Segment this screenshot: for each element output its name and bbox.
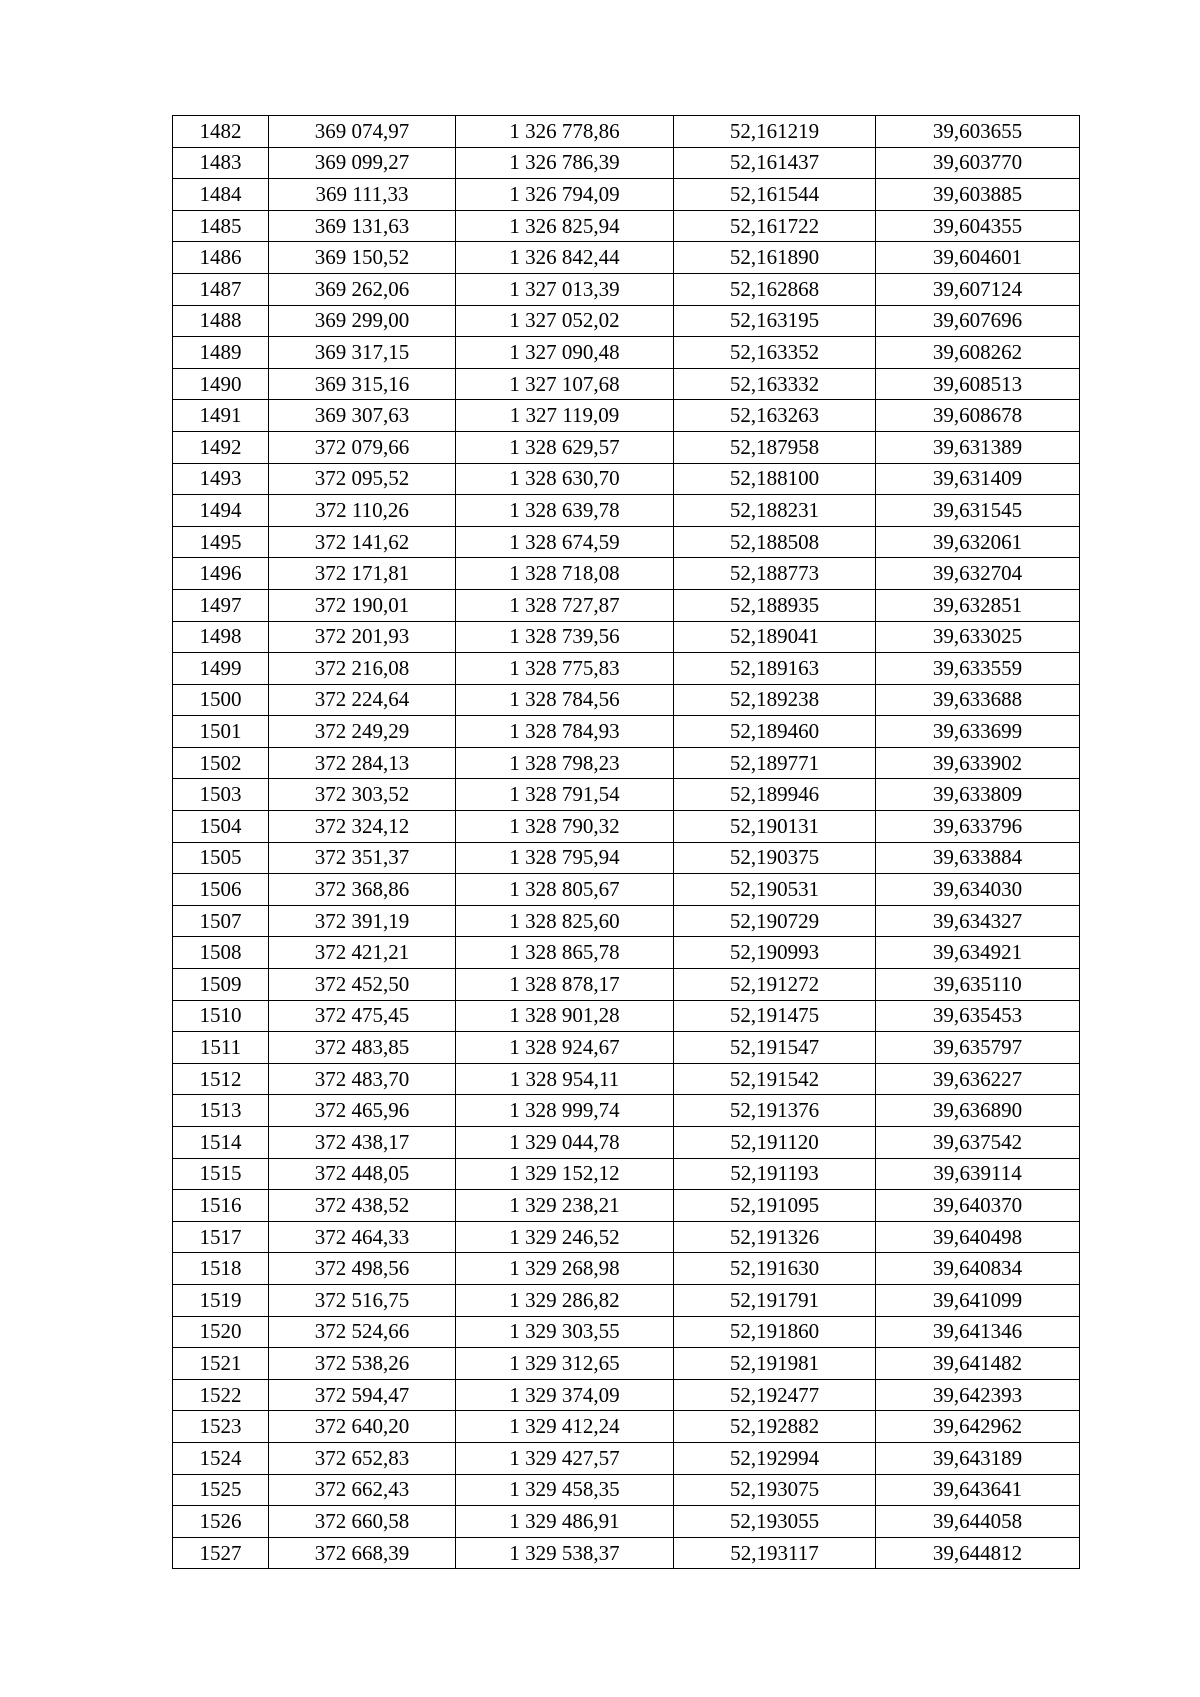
latitude-cell: 52,191193: [674, 1158, 876, 1190]
latitude-cell: 52,188231: [674, 495, 876, 527]
x-coordinate-cell: 372 190,01: [269, 589, 456, 621]
latitude-cell: 52,161437: [674, 147, 876, 179]
x-coordinate-cell: 372 483,85: [269, 1032, 456, 1064]
x-coordinate-cell: 372 475,45: [269, 1000, 456, 1032]
latitude-cell: 52,190375: [674, 842, 876, 874]
point-number-cell: 1501: [173, 716, 269, 748]
latitude-cell: 52,189946: [674, 779, 876, 811]
longitude-cell: 39,643189: [876, 1442, 1080, 1474]
x-coordinate-cell: 372 640,20: [269, 1411, 456, 1443]
table-row: [173, 179, 1080, 211]
point-number-cell: 1496: [173, 558, 269, 590]
table-row: [173, 242, 1080, 274]
latitude-cell: 52,163195: [674, 305, 876, 337]
point-number-cell: 1525: [173, 1474, 269, 1506]
x-coordinate-cell: 372 662,43: [269, 1474, 456, 1506]
y-coordinate-cell: 1 329 152,12: [456, 1158, 674, 1190]
table-row: [173, 337, 1080, 369]
x-coordinate-cell: 369 317,15: [269, 337, 456, 369]
point-number-cell: 1514: [173, 1127, 269, 1159]
latitude-cell: 52,189238: [674, 684, 876, 716]
latitude-cell: 52,187958: [674, 431, 876, 463]
point-number-cell: 1497: [173, 589, 269, 621]
point-number-cell: 1526: [173, 1506, 269, 1538]
longitude-cell: 39,633809: [876, 779, 1080, 811]
table-row: [173, 1221, 1080, 1253]
table-row: [173, 1000, 1080, 1032]
longitude-cell: 39,607124: [876, 273, 1080, 305]
point-number-cell: 1517: [173, 1221, 269, 1253]
y-coordinate-cell: 1 329 312,65: [456, 1348, 674, 1380]
y-coordinate-cell: 1 329 268,98: [456, 1253, 674, 1285]
longitude-cell: 39,604601: [876, 242, 1080, 274]
table-row: [173, 1253, 1080, 1285]
latitude-cell: 52,189460: [674, 716, 876, 748]
latitude-cell: 52,163352: [674, 337, 876, 369]
longitude-cell: 39,641482: [876, 1348, 1080, 1380]
longitude-cell: 39,608513: [876, 368, 1080, 400]
table-row: [173, 1158, 1080, 1190]
longitude-cell: 39,604355: [876, 210, 1080, 242]
y-coordinate-cell: 1 329 538,37: [456, 1537, 674, 1569]
table-row: [173, 400, 1080, 432]
latitude-cell: 52,189771: [674, 747, 876, 779]
x-coordinate-cell: 369 307,63: [269, 400, 456, 432]
y-coordinate-cell: 1 328 954,11: [456, 1063, 674, 1095]
table-row: [173, 1127, 1080, 1159]
coordinates-table: [172, 115, 1080, 1569]
y-coordinate-cell: 1 329 286,82: [456, 1284, 674, 1316]
x-coordinate-cell: 372 303,52: [269, 779, 456, 811]
table-row: [173, 431, 1080, 463]
longitude-cell: 39,639114: [876, 1158, 1080, 1190]
longitude-cell: 39,603885: [876, 179, 1080, 211]
y-coordinate-cell: 1 327 013,39: [456, 273, 674, 305]
y-coordinate-cell: 1 329 044,78: [456, 1127, 674, 1159]
x-coordinate-cell: 372 438,52: [269, 1190, 456, 1222]
longitude-cell: 39,633884: [876, 842, 1080, 874]
longitude-cell: 39,640370: [876, 1190, 1080, 1222]
table-row: [173, 1316, 1080, 1348]
latitude-cell: 52,192477: [674, 1379, 876, 1411]
y-coordinate-cell: 1 328 825,60: [456, 905, 674, 937]
point-number-cell: 1522: [173, 1379, 269, 1411]
y-coordinate-cell: 1 326 825,94: [456, 210, 674, 242]
table-row: [173, 653, 1080, 685]
point-number-cell: 1493: [173, 463, 269, 495]
latitude-cell: 52,188100: [674, 463, 876, 495]
longitude-cell: 39,635453: [876, 1000, 1080, 1032]
y-coordinate-cell: 1 329 303,55: [456, 1316, 674, 1348]
x-coordinate-cell: 372 110,26: [269, 495, 456, 527]
x-coordinate-cell: 369 315,16: [269, 368, 456, 400]
longitude-cell: 39,607696: [876, 305, 1080, 337]
table-row: [173, 305, 1080, 337]
point-number-cell: 1494: [173, 495, 269, 527]
longitude-cell: 39,634030: [876, 874, 1080, 906]
table-row: [173, 747, 1080, 779]
point-number-cell: 1503: [173, 779, 269, 811]
point-number-cell: 1490: [173, 368, 269, 400]
y-coordinate-cell: 1 327 052,02: [456, 305, 674, 337]
latitude-cell: 52,191095: [674, 1190, 876, 1222]
longitude-cell: 39,632061: [876, 526, 1080, 558]
point-number-cell: 1483: [173, 147, 269, 179]
y-coordinate-cell: 1 328 805,67: [456, 874, 674, 906]
y-coordinate-cell: 1 329 458,35: [456, 1474, 674, 1506]
table-row: [173, 1537, 1080, 1569]
point-number-cell: 1485: [173, 210, 269, 242]
x-coordinate-cell: 372 660,58: [269, 1506, 456, 1538]
y-coordinate-cell: 1 328 999,74: [456, 1095, 674, 1127]
latitude-cell: 52,191120: [674, 1127, 876, 1159]
x-coordinate-cell: 372 249,29: [269, 716, 456, 748]
x-coordinate-cell: 372 201,93: [269, 621, 456, 653]
x-coordinate-cell: 372 171,81: [269, 558, 456, 590]
table-row: [173, 368, 1080, 400]
point-number-cell: 1499: [173, 653, 269, 685]
latitude-cell: 52,193117: [674, 1537, 876, 1569]
y-coordinate-cell: 1 329 412,24: [456, 1411, 674, 1443]
x-coordinate-cell: 369 150,52: [269, 242, 456, 274]
latitude-cell: 52,188773: [674, 558, 876, 590]
y-coordinate-cell: 1 326 786,39: [456, 147, 674, 179]
point-number-cell: 1527: [173, 1537, 269, 1569]
point-number-cell: 1520: [173, 1316, 269, 1348]
point-number-cell: 1506: [173, 874, 269, 906]
table-row: [173, 842, 1080, 874]
table-row: [173, 874, 1080, 906]
point-number-cell: 1523: [173, 1411, 269, 1443]
latitude-cell: 52,163332: [674, 368, 876, 400]
latitude-cell: 52,191326: [674, 1221, 876, 1253]
table-row: [173, 1284, 1080, 1316]
y-coordinate-cell: 1 326 794,09: [456, 179, 674, 211]
latitude-cell: 52,188508: [674, 526, 876, 558]
x-coordinate-cell: 369 111,33: [269, 179, 456, 211]
point-number-cell: 1507: [173, 905, 269, 937]
y-coordinate-cell: 1 329 374,09: [456, 1379, 674, 1411]
longitude-cell: 39,632704: [876, 558, 1080, 590]
x-coordinate-cell: 372 452,50: [269, 969, 456, 1001]
y-coordinate-cell: 1 328 727,87: [456, 589, 674, 621]
latitude-cell: 52,191860: [674, 1316, 876, 1348]
x-coordinate-cell: 369 074,97: [269, 116, 456, 148]
y-coordinate-cell: 1 328 791,54: [456, 779, 674, 811]
x-coordinate-cell: 372 516,75: [269, 1284, 456, 1316]
longitude-cell: 39,636227: [876, 1063, 1080, 1095]
table-row: [173, 716, 1080, 748]
longitude-cell: 39,643641: [876, 1474, 1080, 1506]
longitude-cell: 39,640834: [876, 1253, 1080, 1285]
longitude-cell: 39,644058: [876, 1506, 1080, 1538]
x-coordinate-cell: 372 284,13: [269, 747, 456, 779]
latitude-cell: 52,161544: [674, 179, 876, 211]
point-number-cell: 1513: [173, 1095, 269, 1127]
point-number-cell: 1488: [173, 305, 269, 337]
point-number-cell: 1510: [173, 1000, 269, 1032]
y-coordinate-cell: 1 328 798,23: [456, 747, 674, 779]
x-coordinate-cell: 369 131,63: [269, 210, 456, 242]
latitude-cell: 52,191791: [674, 1284, 876, 1316]
latitude-cell: 52,161722: [674, 210, 876, 242]
latitude-cell: 52,191376: [674, 1095, 876, 1127]
latitude-cell: 52,191630: [674, 1253, 876, 1285]
latitude-cell: 52,191542: [674, 1063, 876, 1095]
x-coordinate-cell: 372 421,21: [269, 937, 456, 969]
point-number-cell: 1482: [173, 116, 269, 148]
longitude-cell: 39,631409: [876, 463, 1080, 495]
x-coordinate-cell: 372 483,70: [269, 1063, 456, 1095]
table-row: [173, 1442, 1080, 1474]
point-number-cell: 1491: [173, 400, 269, 432]
point-number-cell: 1492: [173, 431, 269, 463]
latitude-cell: 52,190531: [674, 874, 876, 906]
y-coordinate-cell: 1 328 795,94: [456, 842, 674, 874]
table-row: [173, 684, 1080, 716]
x-coordinate-cell: 372 141,62: [269, 526, 456, 558]
x-coordinate-cell: 369 099,27: [269, 147, 456, 179]
y-coordinate-cell: 1 327 119,09: [456, 400, 674, 432]
table-row: [173, 1095, 1080, 1127]
table-row: [173, 463, 1080, 495]
x-coordinate-cell: 372 351,37: [269, 842, 456, 874]
x-coordinate-cell: 372 391,19: [269, 905, 456, 937]
latitude-cell: 52,193055: [674, 1506, 876, 1538]
table-row: [173, 495, 1080, 527]
latitude-cell: 52,189041: [674, 621, 876, 653]
latitude-cell: 52,193075: [674, 1474, 876, 1506]
longitude-cell: 39,635797: [876, 1032, 1080, 1064]
x-coordinate-cell: 372 538,26: [269, 1348, 456, 1380]
y-coordinate-cell: 1 328 629,57: [456, 431, 674, 463]
point-number-cell: 1500: [173, 684, 269, 716]
x-coordinate-cell: 372 438,17: [269, 1127, 456, 1159]
table-row: [173, 1379, 1080, 1411]
table-row: [173, 969, 1080, 1001]
longitude-cell: 39,634921: [876, 937, 1080, 969]
y-coordinate-cell: 1 328 674,59: [456, 526, 674, 558]
latitude-cell: 52,191272: [674, 969, 876, 1001]
point-number-cell: 1511: [173, 1032, 269, 1064]
latitude-cell: 52,161219: [674, 116, 876, 148]
x-coordinate-cell: 372 079,66: [269, 431, 456, 463]
table-row: [173, 1506, 1080, 1538]
y-coordinate-cell: 1 328 718,08: [456, 558, 674, 590]
table-row: [173, 1190, 1080, 1222]
longitude-cell: 39,633699: [876, 716, 1080, 748]
table-row: [173, 273, 1080, 305]
table-row: [173, 1032, 1080, 1064]
point-number-cell: 1515: [173, 1158, 269, 1190]
y-coordinate-cell: 1 328 739,56: [456, 621, 674, 653]
x-coordinate-cell: 372 324,12: [269, 811, 456, 843]
x-coordinate-cell: 372 224,64: [269, 684, 456, 716]
table-row: [173, 937, 1080, 969]
longitude-cell: 39,642962: [876, 1411, 1080, 1443]
table-row: [173, 1411, 1080, 1443]
y-coordinate-cell: 1 329 238,21: [456, 1190, 674, 1222]
longitude-cell: 39,644812: [876, 1537, 1080, 1569]
y-coordinate-cell: 1 329 486,91: [456, 1506, 674, 1538]
table-row: [173, 147, 1080, 179]
point-number-cell: 1509: [173, 969, 269, 1001]
x-coordinate-cell: 372 668,39: [269, 1537, 456, 1569]
longitude-cell: 39,608262: [876, 337, 1080, 369]
point-number-cell: 1518: [173, 1253, 269, 1285]
longitude-cell: 39,635110: [876, 969, 1080, 1001]
table-row: [173, 1063, 1080, 1095]
longitude-cell: 39,641099: [876, 1284, 1080, 1316]
latitude-cell: 52,192994: [674, 1442, 876, 1474]
longitude-cell: 39,603770: [876, 147, 1080, 179]
point-number-cell: 1502: [173, 747, 269, 779]
table-row: [173, 811, 1080, 843]
latitude-cell: 52,163263: [674, 400, 876, 432]
longitude-cell: 39,631389: [876, 431, 1080, 463]
y-coordinate-cell: 1 329 427,57: [456, 1442, 674, 1474]
longitude-cell: 39,631545: [876, 495, 1080, 527]
y-coordinate-cell: 1 328 784,93: [456, 716, 674, 748]
point-number-cell: 1487: [173, 273, 269, 305]
longitude-cell: 39,633025: [876, 621, 1080, 653]
y-coordinate-cell: 1 328 630,70: [456, 463, 674, 495]
x-coordinate-cell: 372 216,08: [269, 653, 456, 685]
x-coordinate-cell: 369 299,00: [269, 305, 456, 337]
table-row: [173, 526, 1080, 558]
longitude-cell: 39,608678: [876, 400, 1080, 432]
longitude-cell: 39,632851: [876, 589, 1080, 621]
y-coordinate-cell: 1 328 901,28: [456, 1000, 674, 1032]
longitude-cell: 39,603655: [876, 116, 1080, 148]
y-coordinate-cell: 1 328 790,32: [456, 811, 674, 843]
latitude-cell: 52,162868: [674, 273, 876, 305]
y-coordinate-cell: 1 326 842,44: [456, 242, 674, 274]
y-coordinate-cell: 1 327 090,48: [456, 337, 674, 369]
latitude-cell: 52,190993: [674, 937, 876, 969]
longitude-cell: 39,633688: [876, 684, 1080, 716]
longitude-cell: 39,637542: [876, 1127, 1080, 1159]
table-row: [173, 558, 1080, 590]
point-number-cell: 1508: [173, 937, 269, 969]
point-number-cell: 1498: [173, 621, 269, 653]
point-number-cell: 1504: [173, 811, 269, 843]
table-row: [173, 1474, 1080, 1506]
y-coordinate-cell: 1 329 246,52: [456, 1221, 674, 1253]
latitude-cell: 52,191475: [674, 1000, 876, 1032]
latitude-cell: 52,161890: [674, 242, 876, 274]
longitude-cell: 39,641346: [876, 1316, 1080, 1348]
point-number-cell: 1489: [173, 337, 269, 369]
latitude-cell: 52,190729: [674, 905, 876, 937]
x-coordinate-cell: 372 524,66: [269, 1316, 456, 1348]
point-number-cell: 1521: [173, 1348, 269, 1380]
table-row: [173, 621, 1080, 653]
x-coordinate-cell: 369 262,06: [269, 273, 456, 305]
longitude-cell: 39,633796: [876, 811, 1080, 843]
point-number-cell: 1519: [173, 1284, 269, 1316]
y-coordinate-cell: 1 328 784,56: [456, 684, 674, 716]
x-coordinate-cell: 372 498,56: [269, 1253, 456, 1285]
y-coordinate-cell: 1 328 924,67: [456, 1032, 674, 1064]
y-coordinate-cell: 1 328 878,17: [456, 969, 674, 1001]
x-coordinate-cell: 372 652,83: [269, 1442, 456, 1474]
x-coordinate-cell: 372 368,86: [269, 874, 456, 906]
point-number-cell: 1516: [173, 1190, 269, 1222]
point-number-cell: 1484: [173, 179, 269, 211]
x-coordinate-cell: 372 464,33: [269, 1221, 456, 1253]
y-coordinate-cell: 1 328 775,83: [456, 653, 674, 685]
latitude-cell: 52,192882: [674, 1411, 876, 1443]
latitude-cell: 52,188935: [674, 589, 876, 621]
point-number-cell: 1524: [173, 1442, 269, 1474]
longitude-cell: 39,633902: [876, 747, 1080, 779]
y-coordinate-cell: 1 326 778,86: [456, 116, 674, 148]
latitude-cell: 52,189163: [674, 653, 876, 685]
table-row: [173, 779, 1080, 811]
coordinates-table-body: [173, 116, 1080, 1569]
point-number-cell: 1512: [173, 1063, 269, 1095]
y-coordinate-cell: 1 328 639,78: [456, 495, 674, 527]
longitude-cell: 39,640498: [876, 1221, 1080, 1253]
longitude-cell: 39,636890: [876, 1095, 1080, 1127]
table-row: [173, 210, 1080, 242]
longitude-cell: 39,633559: [876, 653, 1080, 685]
y-coordinate-cell: 1 328 865,78: [456, 937, 674, 969]
point-number-cell: 1486: [173, 242, 269, 274]
point-number-cell: 1505: [173, 842, 269, 874]
latitude-cell: 52,190131: [674, 811, 876, 843]
x-coordinate-cell: 372 095,52: [269, 463, 456, 495]
x-coordinate-cell: 372 465,96: [269, 1095, 456, 1127]
point-number-cell: 1495: [173, 526, 269, 558]
longitude-cell: 39,634327: [876, 905, 1080, 937]
latitude-cell: 52,191547: [674, 1032, 876, 1064]
x-coordinate-cell: 372 594,47: [269, 1379, 456, 1411]
x-coordinate-cell: 372 448,05: [269, 1158, 456, 1190]
longitude-cell: 39,642393: [876, 1379, 1080, 1411]
table-row: [173, 905, 1080, 937]
table-row: [173, 116, 1080, 148]
table-row: [173, 1348, 1080, 1380]
latitude-cell: 52,191981: [674, 1348, 876, 1380]
table-row: [173, 589, 1080, 621]
y-coordinate-cell: 1 327 107,68: [456, 368, 674, 400]
